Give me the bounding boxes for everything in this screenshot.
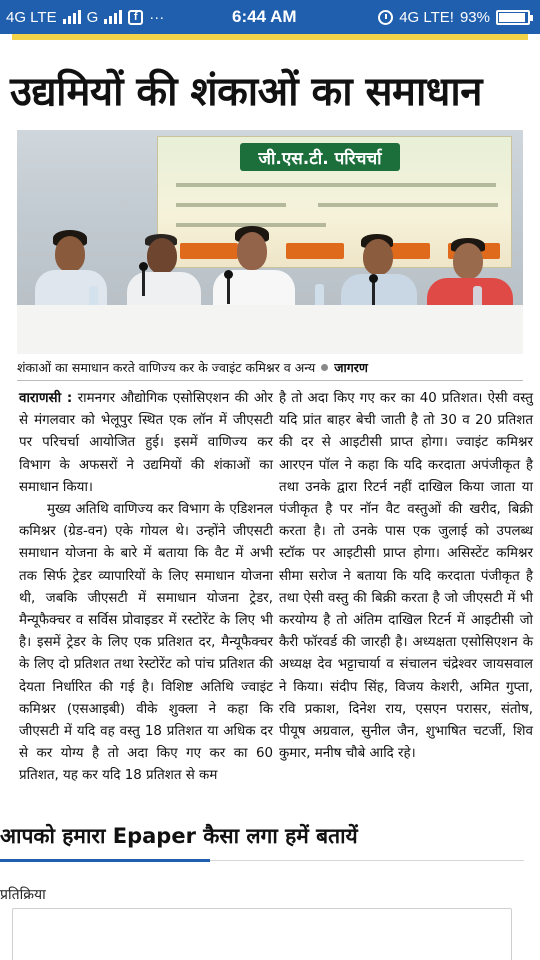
article-paragraph: मुख्य अतिथि वाणिज्य कर विभाग के एडिशनल कमिश्नर (ग्रेड-वन) एके गोयल थे। उन्होंने जीएसटी समाधान योजना के बारे में बताया कि वैट में अभी तक सिर्फ ट्रेडर व्यापारियों के लिए समाधान योजना थी, जबकि जीएसटी में समाधान योजना ट्रेडर, मैन्यूफैक्चर व सर्विस प्रोवाइडर में रस्टोरेंट के लिए भी है। इसमें ट्रेडर के लिए एक प्रतिशत दर, मैन्यूफैक्चर के लिए दो प्रतिशत तथा रेस्टोरेंट को पांच प्रतिशत की देयता निर्धारित की गई है। विशिष्ट अतिथि ज्वाइंट कमिश्नर (एसआइबी) वीके शुक्ला ने कहा कि जीएसटी में यदि वह वस्तु 18 प्रतिशत या अधिक दर से कर योग्य है तो अदा किए गए कर का 60 प्रतिशत, यह कर यदि 18 प्रतिशत से कम — [19, 502, 273, 784]
more-notifications-icon: ··· — [149, 8, 165, 26]
alarm-icon — [378, 10, 393, 25]
article-headline: उद्यमियों की शंकाओं का समाधान — [10, 69, 482, 115]
bullet-icon — [321, 364, 328, 371]
status-left — [0, 9, 164, 26]
battery-percent: 93% — [459, 8, 490, 26]
photo-caption — [17, 357, 523, 377]
network-label: 4G LTE! — [399, 8, 454, 26]
signal-icon-2 — [104, 10, 122, 24]
top-accent-strip — [12, 34, 528, 40]
feedback-heading: आपको हमारा Epaper कैसा लगा हमें बतायें — [0, 824, 358, 848]
feedback-textarea[interactable] — [12, 908, 512, 960]
article-column-left — [19, 388, 273, 788]
article-paragraph: वाराणसी : रामनगर औद्योगिक एसोसिएशन की ओर से मंगलवार को भेलूपुर स्थित एक लॉन में जीएसटी पर परिचर्चा आयोजित हुई। इसमें वाणिज्य कर विभाग के अफसरों ने उद्यमियों की शंकाओं का समाधान किया। — [19, 391, 273, 495]
carrier-label-2: G — [86, 8, 99, 26]
status-bar — [0, 0, 540, 34]
feedback-label: प्रतिक्रिया — [0, 887, 46, 903]
feedback-divider — [210, 860, 524, 861]
caption-text: शंकाओं का समाधान करते वाणिज्य कर के ज्वाइंट कमिश्नर व अन्य — [17, 359, 316, 375]
banner-title: जी.एस.टी. परिचर्चा — [240, 143, 400, 171]
dais-table — [17, 305, 523, 354]
carrier-label: 4G LTE — [6, 8, 57, 26]
caption-divider — [17, 380, 523, 381]
facebook-icon: f — [128, 10, 143, 25]
battery-icon — [496, 10, 530, 25]
article-column-right — [279, 388, 533, 765]
caption-source: जागरण — [334, 359, 368, 375]
signal-icon — [63, 10, 81, 24]
article-photo[interactable] — [17, 130, 523, 354]
dateline: वाराणसी : — [19, 391, 73, 406]
status-right — [378, 0, 530, 34]
status-time: 6:44 AM — [232, 7, 297, 26]
article-paragraph: है तो अदा किए गए कर का 40 प्रतिशत। ऐसी वस्तु यदि प्रांत बाहर बेची जाती है तो 30 व 20 प्रतिशत की दर से आइटीसी प्राप्त होगा। ज्वाइंट कमिश्नर आरएन पॉल ने कहा कि यदि करदाता अपंजीकृत है तथा उनके द्वारा रिटर्न नहीं दाखिल किया जाता या पंजीकृत है पर नॉन वैट वस्तुओं की खरीद, बिक्री करता है। तो उनके पास एक जुलाई को उपलब्ध स्टॉक पर आइटीसी प्राप्त होगा। असिस्टेंट कमिश्नर सीमा सरोज ने बताया कि यदि करदाता पंजीकृत है तथा ऐसी वस्तु की बिक्री करता है जो जीएसटी में भी करयोग्य है तो अंतिम दाखिल रिटर्न में आइटीसी जो कैरी फॉरवर्ड की जारही है। अध्यक्षता एसोसिएशन के अध्यक्ष देव भट्टाचार्या व संचालन चंद्रेश्वर जायसवाल ने किया। संदीप सिंह, विजय केशरी, अमित गुप्ता, रवि प्रकाश, दिनेश राय, एसएन परासर, संतोष, पीयूष अग्रवाल, सुनील जैन, शुभाषित चटर्जी, शिव कुमार, मनीष चौबे आदि रहे। — [279, 391, 533, 762]
feedback-heading-underline — [0, 859, 210, 862]
